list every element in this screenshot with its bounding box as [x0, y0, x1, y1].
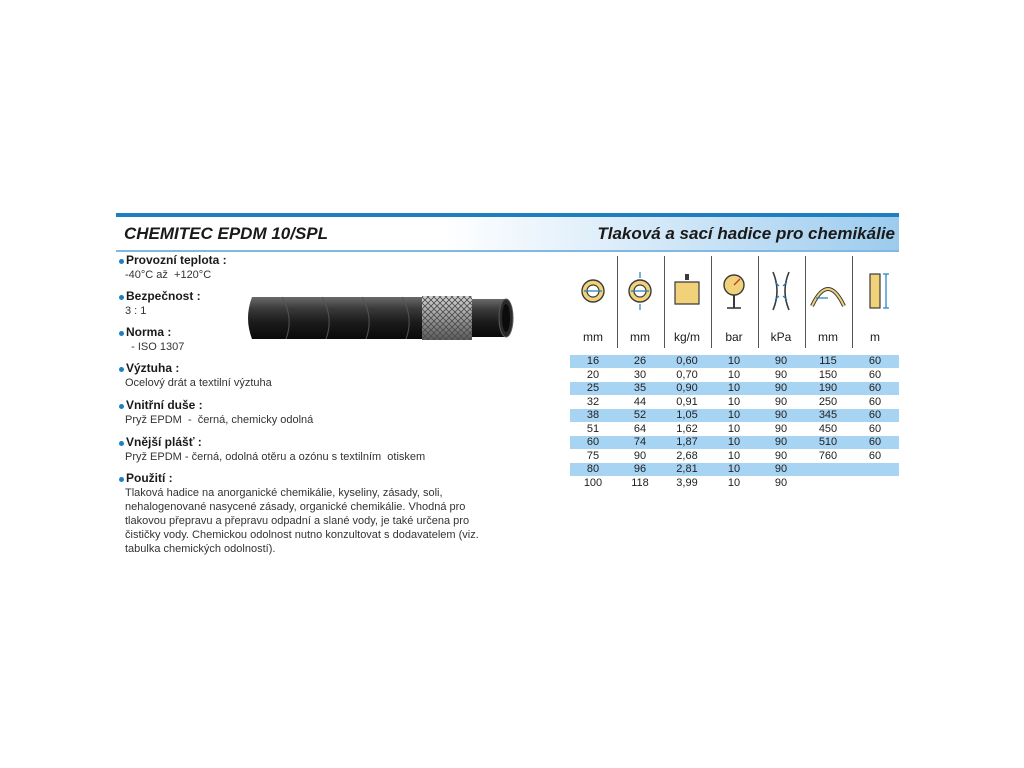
table-cell: 80	[586, 463, 600, 475]
table-cell: 0,91	[676, 395, 698, 408]
table-cell: 1,05	[676, 409, 698, 421]
unit-label: mm	[818, 330, 838, 344]
header-underline	[116, 250, 899, 252]
length-icon	[853, 268, 897, 314]
vacuum-icon	[759, 268, 803, 314]
table-cell: 10	[727, 463, 741, 475]
header-band	[116, 217, 899, 250]
table-cell: 10	[727, 449, 741, 462]
table-row	[570, 450, 899, 463]
table-cell: 60	[868, 395, 882, 408]
table-row	[570, 477, 899, 490]
bullet-icon	[119, 295, 124, 300]
spec-value: Pryž EPDM - černá, chemicky odolná	[125, 414, 314, 426]
table-cell: 0,70	[676, 368, 698, 381]
table-row	[570, 355, 899, 368]
table-cell: 90	[774, 422, 788, 435]
table-cell: 90	[774, 368, 788, 381]
bullet-icon	[119, 441, 124, 446]
unit-label: kPa	[770, 330, 792, 344]
table-cell: 64	[633, 422, 647, 435]
table-cell: 0,60	[676, 355, 698, 367]
table-cell: 60	[868, 422, 882, 435]
spec-label: Vnější plášť :	[126, 435, 202, 449]
bend-radius-icon	[806, 268, 850, 314]
table-cell: 115	[819, 355, 837, 367]
table-cell: 90	[774, 355, 788, 367]
table-row	[570, 409, 899, 422]
inner-diameter-icon	[571, 268, 615, 314]
spec-label: Vnitřní duše :	[126, 398, 203, 412]
spec-label: Výztuha :	[126, 361, 180, 375]
table-cell: 60	[868, 409, 882, 421]
spec-label: Provozní teplota :	[126, 253, 227, 267]
spec-label: Bezpečnost :	[126, 289, 201, 303]
bullet-icon	[119, 477, 124, 482]
table-cell: 90	[774, 476, 788, 489]
table-cell: 90	[633, 449, 647, 462]
unit-label: mm	[630, 330, 650, 344]
table-row	[570, 369, 899, 382]
bullet-icon	[119, 404, 124, 409]
table-cell: 450	[818, 422, 838, 435]
outer-diameter-icon	[618, 268, 662, 314]
table-cell: 190	[818, 382, 838, 394]
table-cell: 25	[586, 382, 600, 394]
bullet-icon	[119, 367, 124, 372]
table-row	[570, 382, 899, 395]
table-cell: 2,68	[676, 449, 698, 462]
table-cell: 96	[633, 463, 647, 475]
table-row	[570, 423, 899, 436]
bullet-icon	[119, 259, 124, 264]
table-cell: 30	[633, 368, 647, 381]
table-cell: 10	[727, 355, 741, 367]
hose-image	[242, 291, 520, 345]
table-cell: 10	[727, 368, 741, 381]
table-cell: 10	[727, 476, 741, 489]
table-cell: 510	[818, 436, 838, 448]
table-cell: 1,62	[676, 422, 698, 435]
table-cell: 10	[727, 436, 741, 448]
table-cell: 38	[586, 409, 600, 421]
table-cell: 51	[586, 422, 600, 435]
table-cell: 90	[774, 395, 788, 408]
table-cell: 3,99	[676, 476, 698, 489]
table-cell: 60	[868, 436, 882, 448]
table-cell: 16	[586, 355, 600, 367]
table-cell: 32	[586, 395, 600, 408]
bullet-icon	[119, 331, 124, 336]
units-row	[570, 330, 899, 348]
datasheet	[116, 213, 899, 573]
table-cell: 44	[633, 395, 647, 408]
product-title: CHEMITEC EPDM 10/SPL	[124, 224, 329, 243]
table-cell: 60	[868, 355, 882, 367]
spec-label: Norma :	[126, 325, 172, 339]
spec-value: Pryž EPDM - černá, odolná otěru a ozónu s textilním otiskem	[125, 451, 426, 463]
table-cell: 90	[774, 463, 788, 475]
table-cell: 60	[868, 382, 882, 394]
unit-label: kg/m	[673, 330, 700, 344]
unit-label: mm	[583, 330, 603, 344]
table-cell: 10	[727, 382, 741, 394]
table-cell: 52	[633, 409, 647, 421]
table-row	[570, 396, 899, 409]
table-row	[570, 463, 899, 476]
table-cell: 74	[633, 436, 647, 448]
table-cell: 90	[774, 382, 788, 394]
table-cell: 90	[774, 436, 788, 448]
unit-label: bar	[725, 330, 743, 344]
table-cell: 2,81	[676, 463, 698, 475]
table-cell: 10	[727, 409, 741, 421]
table-cell: 760	[818, 449, 838, 462]
table-cell: 60	[586, 436, 600, 448]
table-row	[570, 436, 899, 449]
table-cell: 1,87	[676, 436, 698, 448]
table-cell: 90	[774, 449, 788, 462]
table-cell: 90	[774, 409, 788, 421]
table-cell: 60	[868, 449, 882, 462]
table-cell: 118	[631, 476, 649, 489]
product-subtitle: Tlaková a sací hadice pro chemikálie	[597, 224, 895, 243]
table-cell: 35	[633, 382, 647, 394]
table-cell: 60	[868, 368, 882, 381]
table-cell: 75	[586, 449, 600, 462]
spec-label: Použití :	[126, 471, 173, 485]
table-cell: 0,90	[676, 382, 698, 394]
unit-label: m	[870, 330, 880, 344]
spec-value: -40°C až +120°C	[125, 269, 212, 281]
weight-icon	[665, 268, 709, 314]
icon-header-row	[570, 256, 899, 326]
table-cell: 10	[727, 422, 741, 435]
spec-value: - ISO 1307	[125, 341, 185, 353]
table-cell: 26	[633, 355, 647, 367]
table-cell: 345	[818, 409, 838, 421]
table-cell: 20	[586, 368, 600, 381]
table-cell: 100	[583, 476, 603, 489]
table-cell: 150	[818, 368, 838, 381]
spec-value: 3 : 1	[125, 305, 147, 317]
pressure-gauge-icon	[712, 268, 756, 314]
table-cell: 250	[818, 395, 838, 408]
table-cell: 10	[727, 395, 741, 408]
spec-value: Ocelový drát a textilní výztuha	[125, 377, 272, 389]
spec-value: Tlaková hadice na anorganické chemikálie, kyseliny, zásady, soli, nehalogenované nasycené zásady, organické chemikálie. Vhodná pro tlakovou přepravu a přepravu odpadní a slané vody, je také určena pro čističky vody. Chemickou odolnost nutno konzultovat s dodavatelem (viz. tabulka chemických odolností).	[125, 487, 479, 555]
